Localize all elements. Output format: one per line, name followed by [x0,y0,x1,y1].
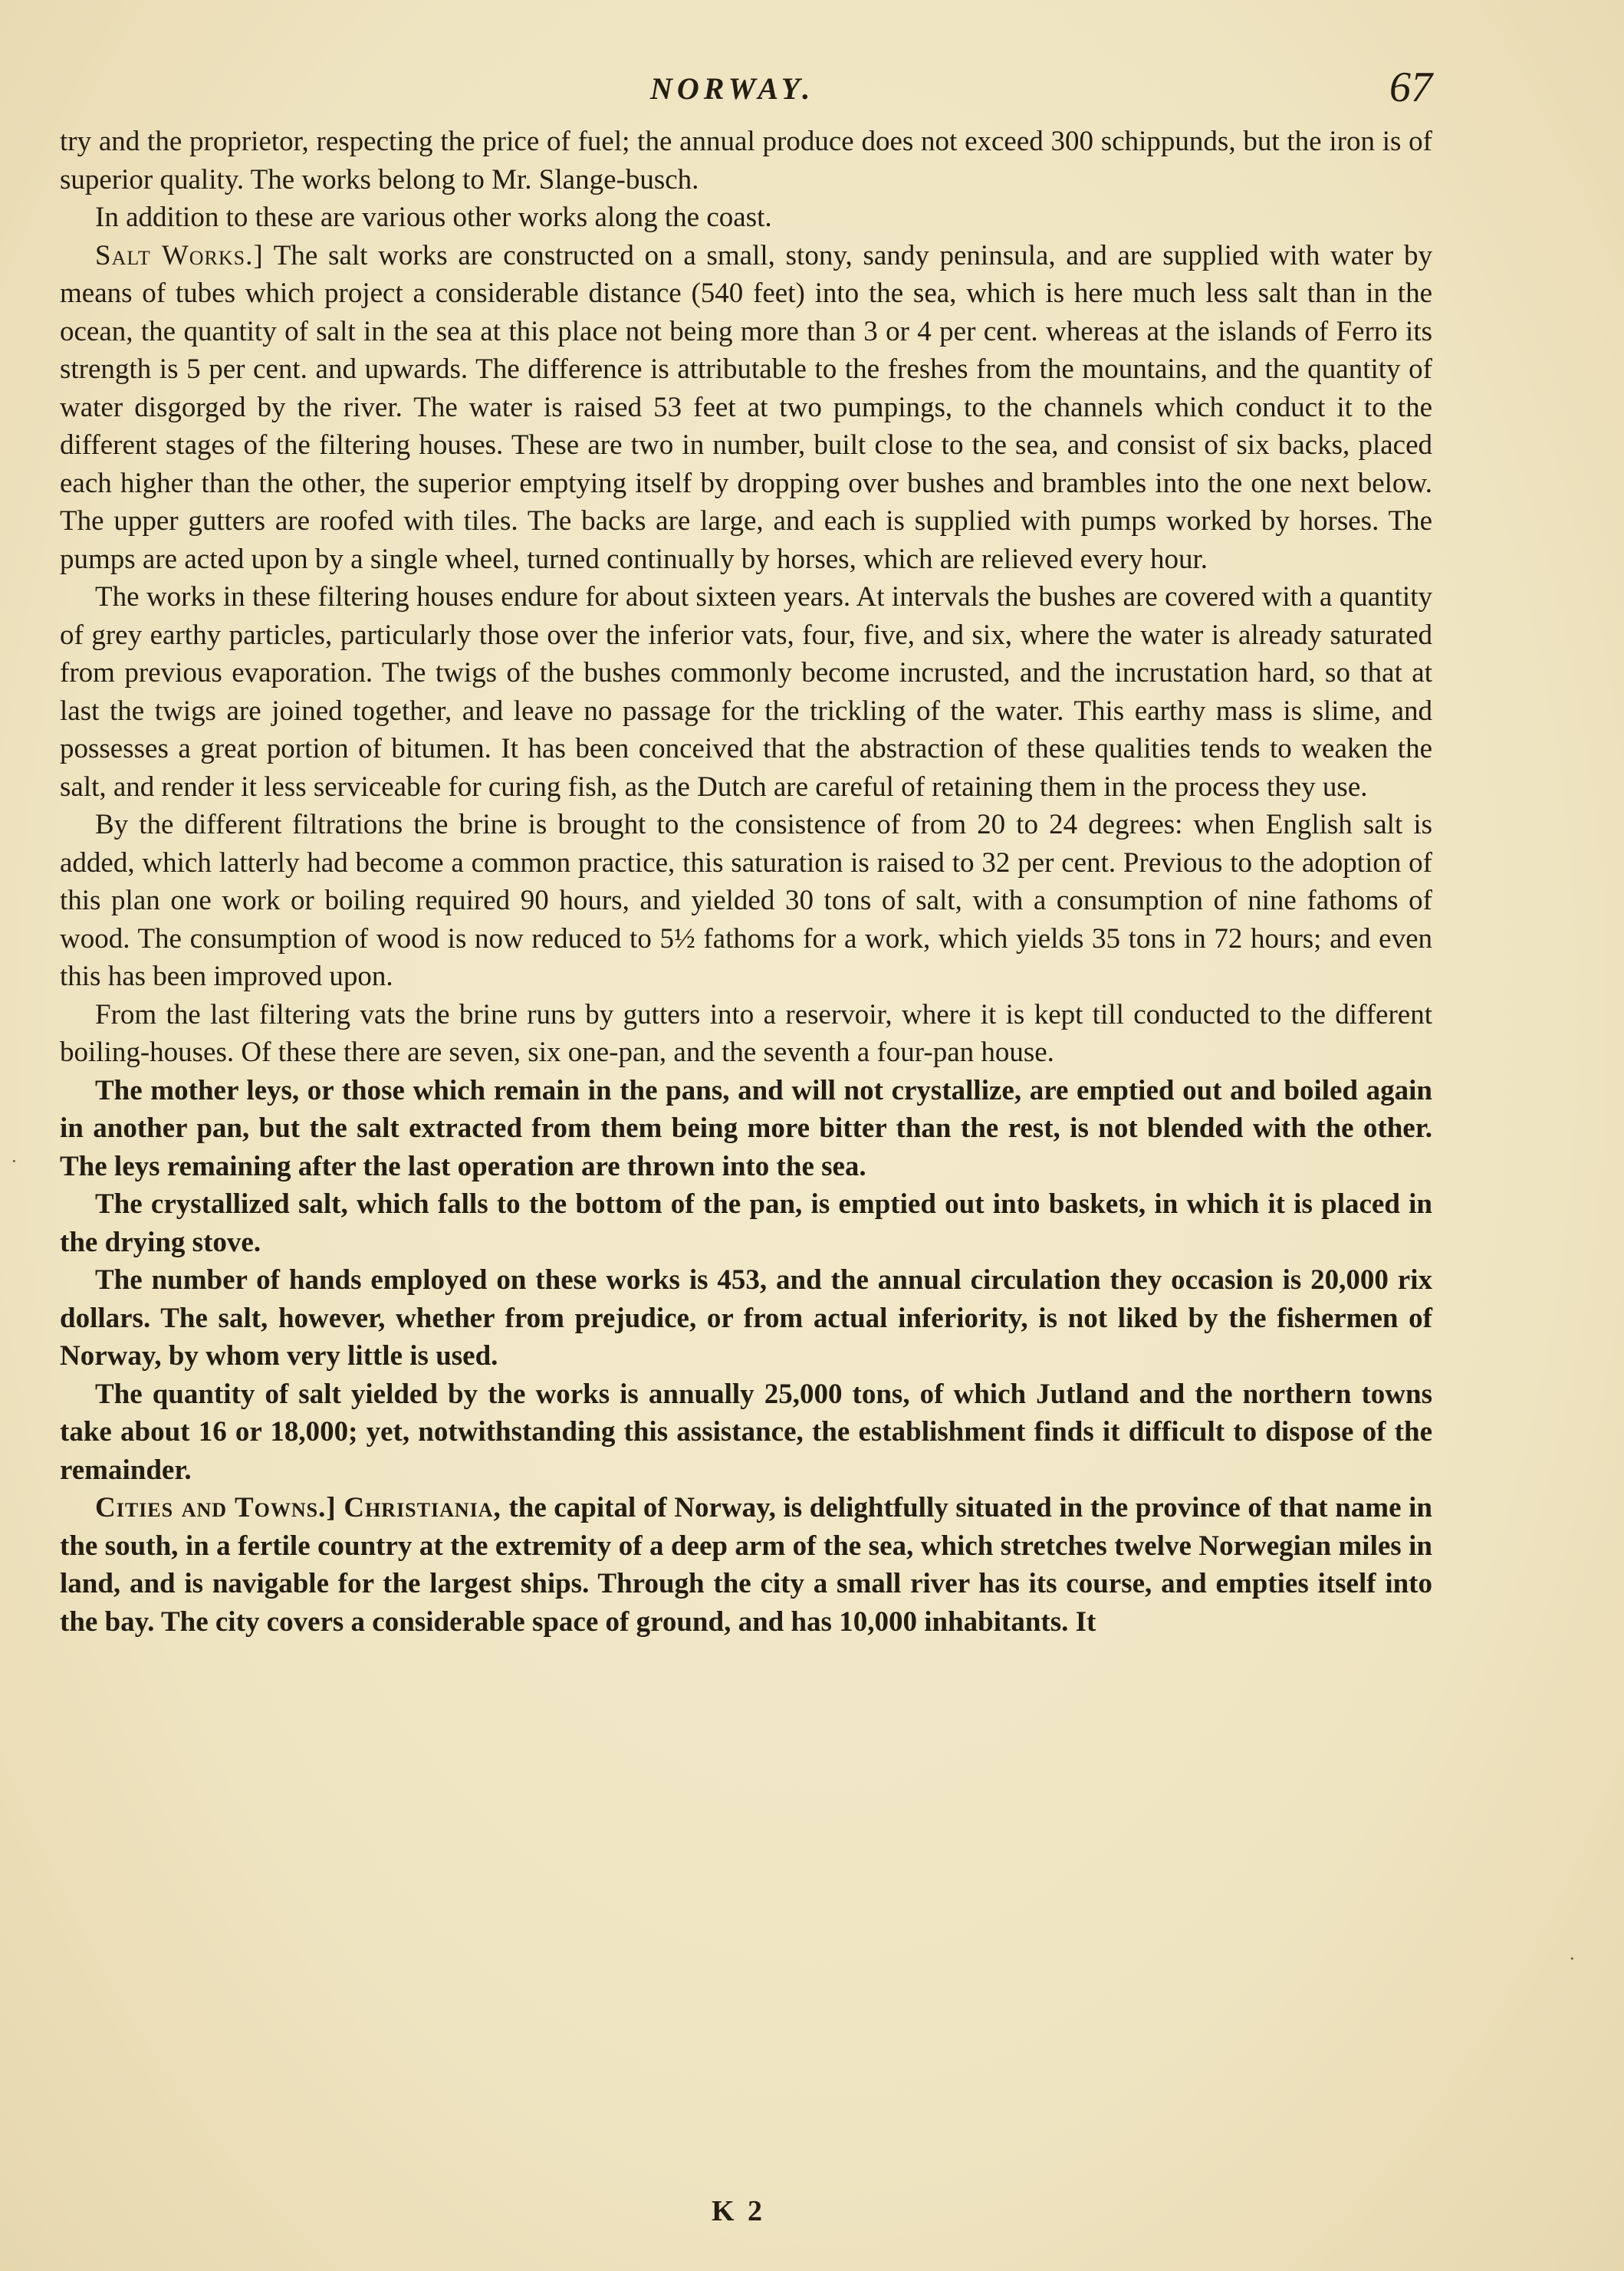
paragraph-crystallized-salt: The crystallized salt, which falls to the bottom of the pan, is emptied out into baskets, in which it is placed in the drying stove. [60,1188,1432,1258]
paragraph-reservoir: From the last filtering vats the brine runs by gutters into a reservoir, where it is kept till conducted to the different boiling-houses. Of these there are seven, six one-pan, and the seventh a four-pan house. [60,998,1432,1068]
salt-works-text: The salt works are constructed on a small, stony, sandy peninsula, and are supplied with water by means of tubes which project a considerable distance (540 feet) into the sea, which is here much less salt than in the ocean, the quantity of salt in the sea at this place not being more than 3 or 4 per cent. whereas at the islands of Ferro its strength is 5 per cent. and upwards. The difference is attributable to the freshes from the mountains, and the quantity of water disgorged by the river. The water is raised 53 feet at two pumpings, to the channels which conduct it to the different stages of the filtering houses. These are two in number, built close to the sea, and consist of six backs, placed each higher than the other, the superior emptying itself by dropping over bushes and brambles into the one next below. The upper gutters are roofed with tiles. The backs are large, and each is supplied with pumps worked by horses. The pumps are acted upon by a single wheel, turned continually by horses, which are relieved every hour. [60,239,1432,575]
page-number: 67 [1389,64,1432,111]
christiania-name: Christiania, [344,1492,501,1523]
paragraph-cities [60,1489,1432,1641]
paragraph-other-works: In addition to these are various other works along the coast. [95,202,772,233]
signature-mark: K 2 [712,2195,766,2227]
margin-speck: · [11,1150,18,1172]
page-header [60,63,1432,109]
salt-works-heading: Salt Works.] [95,239,264,271]
paragraph-filtering-houses: The works in these filtering houses endure for about sixteen years. At intervals the bushes are covered with a quantity of grey earthy particles, particularly those over the inferior vats, four, five, and six, where the water is already saturated from previous evaporation. The twigs of the bushes commonly become incrusted, and the incrustation hard, so that at last the twigs are joined together, and leave no passage for the trickling of the water. This earthy mass is slime, and possesses a great portion of bitumen. It has been conceived that the abstraction of these qualities tends to weaken the salt, and render it less serviceable for curing fish, as the Dutch are careful of retaining them in the process they use. [60,581,1432,803]
paragraph-continuation: try and the proprietor, respecting the price of fuel; the annual produce does not exceed 300 schippunds, but the iron is of superior quality. The works belong to Mr. Slange-busch. [60,126,1432,196]
paragraph-salt-quantity: The quantity of salt yielded by the works is annually 25,000 tons, of which Jutland and the northern towns take about 16 or 18,000; yet, notwithstanding this assistance, the establishment finds it difficult to dispose of the remainder. [60,1378,1432,1486]
cities-heading: Cities and Towns.] [95,1492,337,1523]
cities-text: the capital of Norway, is delightfully situated in the province of that name in the south, in a fertile country at the extremity of a deep arm of the sea, which stretches twelve Norwegian miles in land, and is navigable for the largest ships. Through the city a small river has its course, and empties itself into the bay. The city covers a considerable space of ground, and has 10,000 inhabitants. It [60,1492,1433,1638]
paragraph-salt-works [60,237,1432,579]
paragraph-mother-leys: The mother leys, or those which remain in the pans, and will not crystallize, are emptied out and boiled again in another pan, but the salt extracted from them being more bitter than the rest, is not blended with the other. The leys remaining after the last operation are thrown into the sea. [60,1074,1432,1182]
running-head: NORWAY. [650,71,815,106]
paragraph-hands-employed: The number of hands employed on these works is 453, and the annual circulation they occasion is 20,000 rix dollars. The salt, however, whether from prejudice, or from actual inferiority, is not liked by the fishermen of Norway, by whom very little is used. [60,1264,1432,1372]
body-text [60,123,1432,1641]
paragraph-filtrations: By the different filtrations the brine is brought to the consistence of from 20 to 24 degrees: when English salt is added, which latterly had become a common practice, this saturation is raised to 32 per cent. Previous to the adoption of this plan one work or boiling required 90 hours, and yielded 30 tons of salt, with a consumption of nine fathoms of wood. The consumption of wood is now reduced to 5½ fathoms for a work, which yields 35 tons in 72 hours; and even this has been improved upon. [60,809,1432,992]
margin-speck: · [1569,1947,1576,1970]
